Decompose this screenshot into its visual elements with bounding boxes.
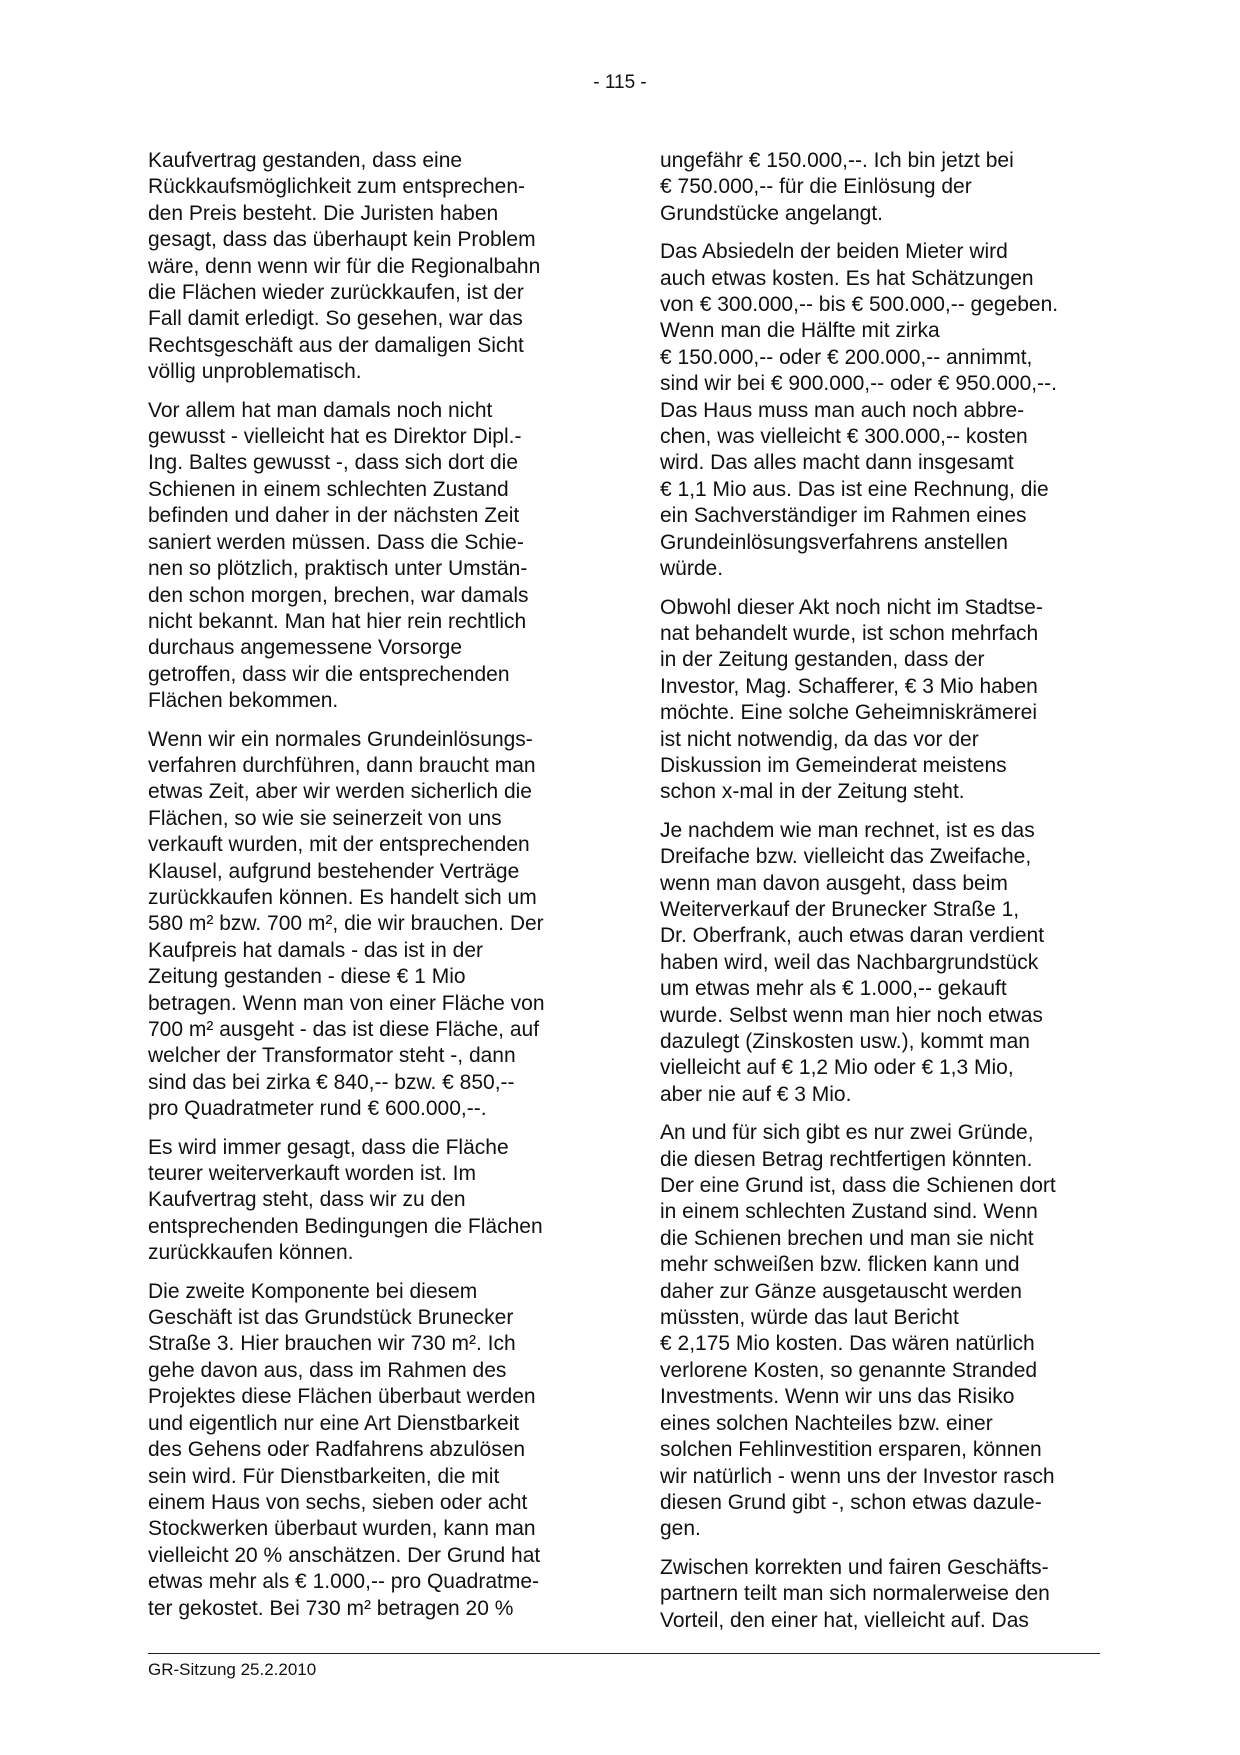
text-line: Dr. Oberfrank, auch etwas daran verdient (660, 924, 1045, 948)
text-line: € 1,1 Mio aus. Das ist eine Rechnung, die (660, 477, 1049, 501)
text-line: Rückkaufsmöglichkeit zum entsprechen- (148, 175, 525, 199)
text-line: Grundstücke angelangt. (660, 201, 883, 225)
text-line: gewusst - vielleicht hat es Direktor Dipl.- (148, 425, 522, 449)
text-line: sein wird. Für Dienstbarkeiten, die mit (148, 1464, 500, 1488)
text-line: 580 m² bzw. 700 m², die wir brauchen. Der (148, 912, 544, 936)
text-line: etwas Zeit, aber wir werden sicherlich die (148, 780, 532, 804)
text-line: € 150.000,-- oder € 200.000,-- annimmt, (660, 345, 1033, 369)
text-line: durchaus angemessene Vorsorge (148, 636, 463, 660)
text-line: Grundeinlösungsverfahrens anstellen (660, 530, 1008, 554)
paragraph (148, 1135, 593, 1267)
text-line: pro Quadratmeter rund € 600.000,--. (148, 1097, 487, 1121)
text-line: zurückkaufen können. Es handelt sich um (148, 885, 537, 909)
text-line: Schienen in einem schlechten Zustand (148, 477, 509, 501)
text-line: Geschäft ist das Grundstück Brunecker (148, 1306, 514, 1330)
text-line: wird. Das alles macht dann insgesamt (660, 451, 1014, 475)
text-line: Zeitung gestanden - diese € 1 Mio (148, 965, 466, 989)
text-line: sind das bei zirka € 840,-- bzw. € 850,-- (148, 1070, 515, 1094)
text-line: Zwischen korrekten und fairen Geschäfts- (660, 1555, 1049, 1579)
text-line: vielleicht 20 % anschätzen. Der Grund hat (148, 1543, 541, 1567)
text-line: den Preis besteht. Die Juristen haben (148, 201, 499, 225)
text-line: betragen. Wenn man von einer Fläche von (148, 991, 545, 1015)
text-line: verfahren durchführen, dann braucht man (148, 753, 536, 777)
text-line: Kaufvertrag gestanden, dass eine (148, 149, 463, 172)
text-line: Die zweite Komponente bei diesem (148, 1279, 478, 1303)
text-line: solchen Fehlinvestition ersparen, können (660, 1438, 1042, 1462)
text-line: getroffen, dass wir die entsprechenden (148, 662, 510, 686)
text-line: vielleicht auf € 1,2 Mio oder € 1,3 Mio, (660, 1056, 1014, 1080)
text-line: Diskussion im Gemeinderat meistens (660, 753, 1007, 777)
text-line: eines solchen Nachteiles bzw. einer (660, 1411, 993, 1435)
text-line: Das Haus muss man auch noch abbre- (660, 398, 1025, 422)
text-line: gesagt, dass das überhaupt kein Problem (148, 228, 536, 252)
text-line: um etwas mehr als € 1.000,-- gekauft (660, 977, 1007, 1001)
text-line: partnern teilt man sich normalerweise den (660, 1582, 1050, 1606)
text-line: den schon morgen, brechen, war damals (148, 583, 529, 607)
text-line: Rechtsgeschäft aus der damaligen Sicht (148, 333, 524, 357)
text-line: Investor, Mag. Schafferer, € 3 Mio haben (660, 674, 1038, 698)
footer-session-date: GR-Sitzung 25.2.2010 (148, 1660, 317, 1679)
footer-divider (148, 1653, 1100, 1654)
text-line: verlorene Kosten, so genannte Stranded (660, 1358, 1038, 1382)
text-line: müssten, würde das laut Bericht (660, 1306, 959, 1330)
text-line: befinden und daher in der nächsten Zeit (148, 504, 520, 528)
text-line: mehr schweißen bzw. flicken kann und (660, 1253, 1020, 1277)
text-line: entsprechenden Bedingungen die Flächen (148, 1214, 543, 1238)
text-line: einem Haus von sechs, sieben oder acht (148, 1490, 528, 1514)
text-line: möchte. Eine solche Geheimniskrämerei (660, 701, 1037, 725)
text-line: Ing. Baltes gewusst -, dass sich dort die (148, 451, 519, 475)
text-line: die Flächen wieder zurückkaufen, ist der (148, 281, 524, 305)
paragraph (148, 398, 593, 715)
text-line: Es wird immer gesagt, dass die Fläche (148, 1135, 509, 1159)
paragraph (148, 727, 593, 1123)
text-line: wäre, denn wenn wir für die Regionalbahn (148, 254, 541, 278)
paragraph (660, 1555, 1105, 1634)
text-line: wurde. Selbst wenn man hier noch etwas (660, 1003, 1043, 1027)
text-line: ein Sachverständiger im Rahmen eines (660, 504, 1027, 528)
text-line: Straße 3. Hier brauchen wir 730 m². Ich (148, 1332, 516, 1356)
text-line: wenn man davon ausgeht, dass beim (660, 871, 1008, 895)
text-line: € 750.000,-- für die Einlösung der (660, 175, 972, 199)
paragraph (660, 595, 1105, 806)
text-line: gehe davon aus, dass im Rahmen des (148, 1358, 507, 1382)
paragraph (660, 818, 1105, 1108)
paragraph (148, 148, 593, 386)
text-line: 700 m² ausgeht - das ist diese Fläche, auf (148, 1018, 540, 1041)
text-line: Wenn man die Hälfte mit zirka (660, 319, 940, 343)
text-line: chen, was vielleicht € 300.000,-- kosten (660, 425, 1028, 449)
text-line: in der Zeitung gestanden, dass der (660, 648, 985, 672)
text-line: völlig unproblematisch. (148, 360, 362, 384)
text-line: Flächen bekommen. (148, 689, 339, 713)
paragraph (660, 239, 1105, 582)
text-line: zurückkaufen können. (148, 1241, 354, 1265)
text-line: € 2,175 Mio kosten. Das wären natürlich (660, 1332, 1035, 1356)
text-line: Projektes diese Flächen überbaut werden (148, 1385, 536, 1409)
text-line: etwas mehr als € 1.000,-- pro Quadratme- (148, 1570, 540, 1594)
text-line: Wenn wir ein normales Grundeinlösungs- (148, 727, 533, 751)
text-line: nen so plötzlich, praktisch unter Umstän- (148, 557, 528, 581)
text-line: aber nie auf € 3 Mio. (660, 1082, 852, 1106)
text-line: verkauft wurden, mit der entsprechenden (148, 833, 530, 857)
text-line: Dreifache bzw. vielleicht das Zweifache, (660, 845, 1032, 869)
text-line: Stockwerken überbaut wurden, kann man (148, 1517, 536, 1541)
page-number: - 115 - (593, 72, 647, 93)
text-line: in einem schlechten Zustand sind. Wenn (660, 1200, 1038, 1224)
text-line: Klausel, aufgrund bestehender Verträge (148, 859, 520, 883)
text-line: daher zur Gänze ausgetauscht werden (660, 1279, 1022, 1303)
text-line: saniert werden müssen. Dass die Schie- (148, 530, 524, 554)
text-line: An und für sich gibt es nur zwei Gründe, (660, 1121, 1034, 1145)
right-column (660, 148, 1105, 1646)
text-line: ist nicht notwendig, da das vor der (660, 727, 979, 751)
text-line: gen. (660, 1517, 701, 1541)
paragraph (660, 1120, 1105, 1543)
text-line: diesen Grund gibt -, schon etwas dazule- (660, 1490, 1042, 1514)
text-line: Das Absiedeln der beiden Mieter wird (660, 240, 1008, 264)
text-line: welcher der Transformator steht -, dann (148, 1044, 516, 1068)
text-line: von € 300.000,-- bis € 500.000,-- gegeben. (660, 293, 1059, 317)
text-line: dazulegt (Zinskosten usw.), kommt man (660, 1030, 1030, 1053)
text-line: Investments. Wenn wir uns das Risiko (660, 1385, 1015, 1409)
text-line: Weiterverkauf der Brunecker Straße 1, (660, 897, 1020, 921)
text-line: Je nachdem wie man rechnet, ist es das (660, 818, 1035, 842)
text-line: Flächen, so wie sie seinerzeit von uns (148, 806, 502, 830)
text-line: teurer weiterverkauft worden ist. Im (148, 1162, 476, 1186)
text-line: Der eine Grund ist, dass die Schienen dort (660, 1174, 1056, 1198)
text-line: Kaufvertrag steht, dass wir zu den (148, 1188, 466, 1212)
text-line: Kaufpreis hat damals - das ist in der (148, 938, 483, 962)
text-line: die diesen Betrag rechtfertigen könnten. (660, 1147, 1033, 1171)
text-line: Vorteil, den einer hat, vielleicht auf. Das (660, 1608, 1029, 1632)
text-line: haben wird, weil das Nachbargrundstück (660, 950, 1039, 974)
paragraph (148, 1279, 593, 1622)
text-line: würde. (660, 557, 724, 581)
text-line: schon x-mal in der Zeitung steht. (660, 780, 965, 804)
text-line: und eigentlich nur eine Art Dienstbarkeit (148, 1411, 520, 1435)
text-line: Vor allem hat man damals noch nicht (148, 398, 493, 422)
text-line: ungefähr € 150.000,--. Ich bin jetzt bei (660, 149, 1014, 172)
text-line: nat behandelt wurde, ist schon mehrfach (660, 621, 1039, 645)
text-line: Obwohl dieser Akt noch nicht im Stadtse- (660, 595, 1043, 619)
text-line: wir natürlich - wenn uns der Investor rasch (660, 1464, 1055, 1488)
text-line: ter gekostet. Bei 730 m² betragen 20 % (148, 1596, 514, 1620)
text-line: auch etwas kosten. Es hat Schätzungen (660, 266, 1034, 290)
text-line: sind wir bei € 900.000,-- oder € 950.000,--. (660, 372, 1057, 396)
text-line: Fall damit erledigt. So gesehen, war das (148, 307, 523, 331)
text-line: nicht bekannt. Man hat hier rein rechtlich (148, 609, 527, 633)
text-line: die Schienen brechen und man sie nicht (660, 1226, 1034, 1250)
text-line: des Gehens oder Radfahrens abzulösen (148, 1438, 526, 1462)
paragraph (660, 148, 1105, 227)
left-column (148, 148, 593, 1634)
